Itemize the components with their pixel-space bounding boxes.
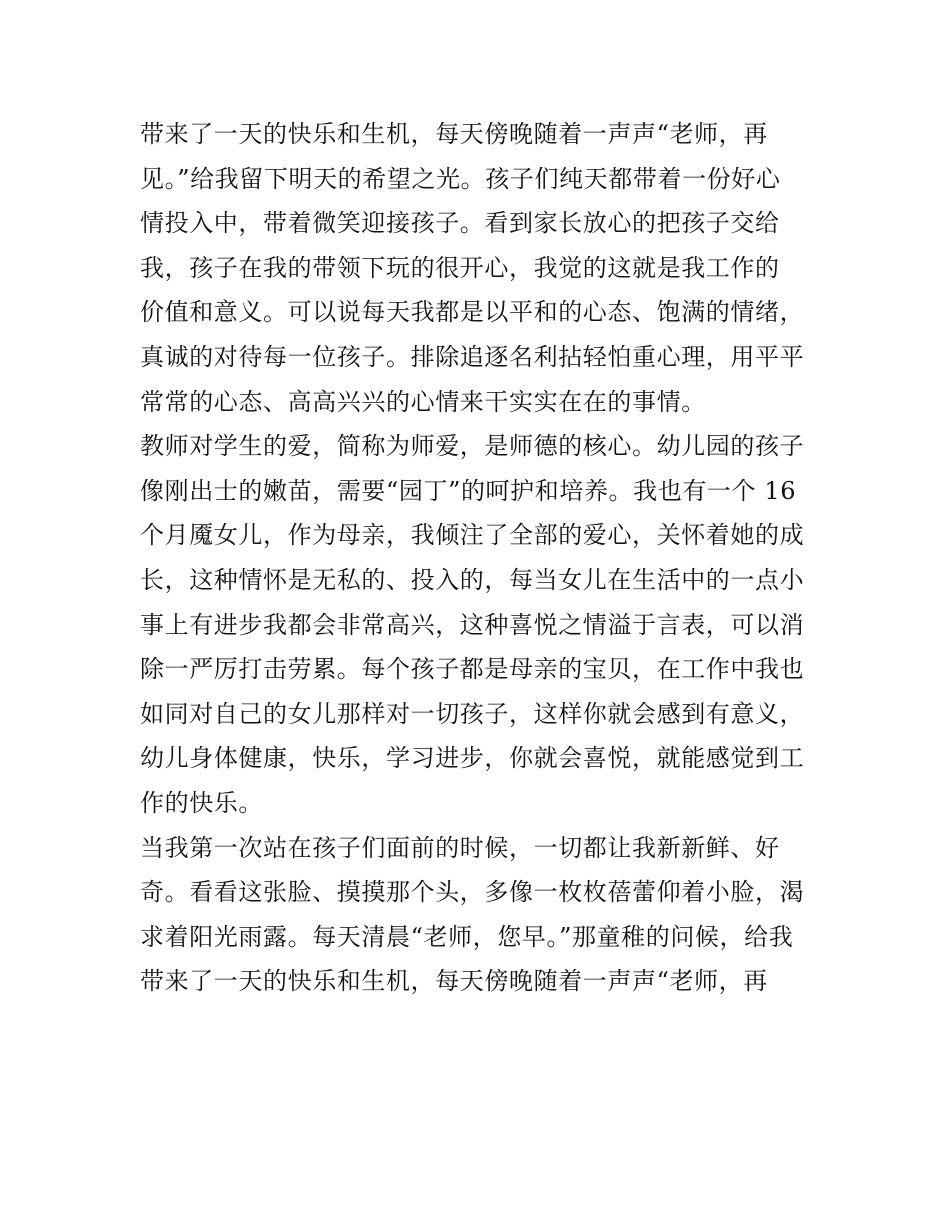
- body-text: [140, 112, 820, 1004]
- text-line: 真诚的对待每一位孩子。排除追逐名利拈轻怕重心理，用平平: [140, 342, 805, 371]
- text-line: 除一严厉打击劳累。每个孩子都是母亲的宝贝，在工作中我也: [140, 655, 805, 684]
- text-line: 求着阳光雨露。每天清晨“老师，您早。”那童稚的问候，给我: [140, 922, 794, 951]
- text-line: 事上有进步我都会非常高兴，这种喜悦之情溢于言表，可以消: [140, 610, 805, 639]
- text-line: 作的快乐。: [140, 788, 263, 817]
- text-line: 当我第一次站在孩子们面前的时候，一切都让我新新鲜、好: [140, 833, 780, 862]
- text-line: 奇。看看这张脸、摸摸那个头，多像一枚枚蓓蕾仰着小脸，渴: [140, 878, 805, 907]
- text-line: 带来了一天的快乐和生机，每天傍晚随着一声声“老师，再: [140, 120, 768, 148]
- text-line: 长，这种情怀是无私的、投入的，每当女儿在生活中的一点小: [140, 565, 805, 594]
- text-line: 幼儿身体健康，快乐，学习进步，你就会喜悦，就能感觉到工: [140, 744, 805, 773]
- text-line: 见。”给我留下明天的希望之光。孩子们纯天都带着一份好心: [140, 164, 781, 193]
- text-line: 情投入中，带着微笑迎接孩子。看到家长放心的把孩子交给: [140, 209, 780, 238]
- text-line: 价值和意义。可以说每天我都是以平和的心态、饱满的情绪，: [140, 298, 805, 327]
- text-line: 如同对自己的女儿那样对一切孩子，这样你就会感到有意义，: [140, 699, 805, 728]
- text-line: 教师对学生的爱，简称为师爱，是师德的核心。幼儿园的孩子: [140, 432, 805, 461]
- text-line: 我，孩子在我的带领下玩的很开心，我觉的这就是我工作的: [140, 253, 780, 282]
- text-line: 个月魇女儿，作为母亲，我倾注了全部的爱心，关怀着她的成: [140, 521, 805, 550]
- text-line: 像刚出士的嫩苗，需要“园丁”的呵护和培养。我也有一个 16: [140, 476, 797, 505]
- text-line: 常常的心态、高高兴兴的心情来干实实在在的事情。: [140, 387, 706, 416]
- text-line: 带来了一天的快乐和生机，每天傍晚随着一声声“老师，再: [140, 967, 768, 996]
